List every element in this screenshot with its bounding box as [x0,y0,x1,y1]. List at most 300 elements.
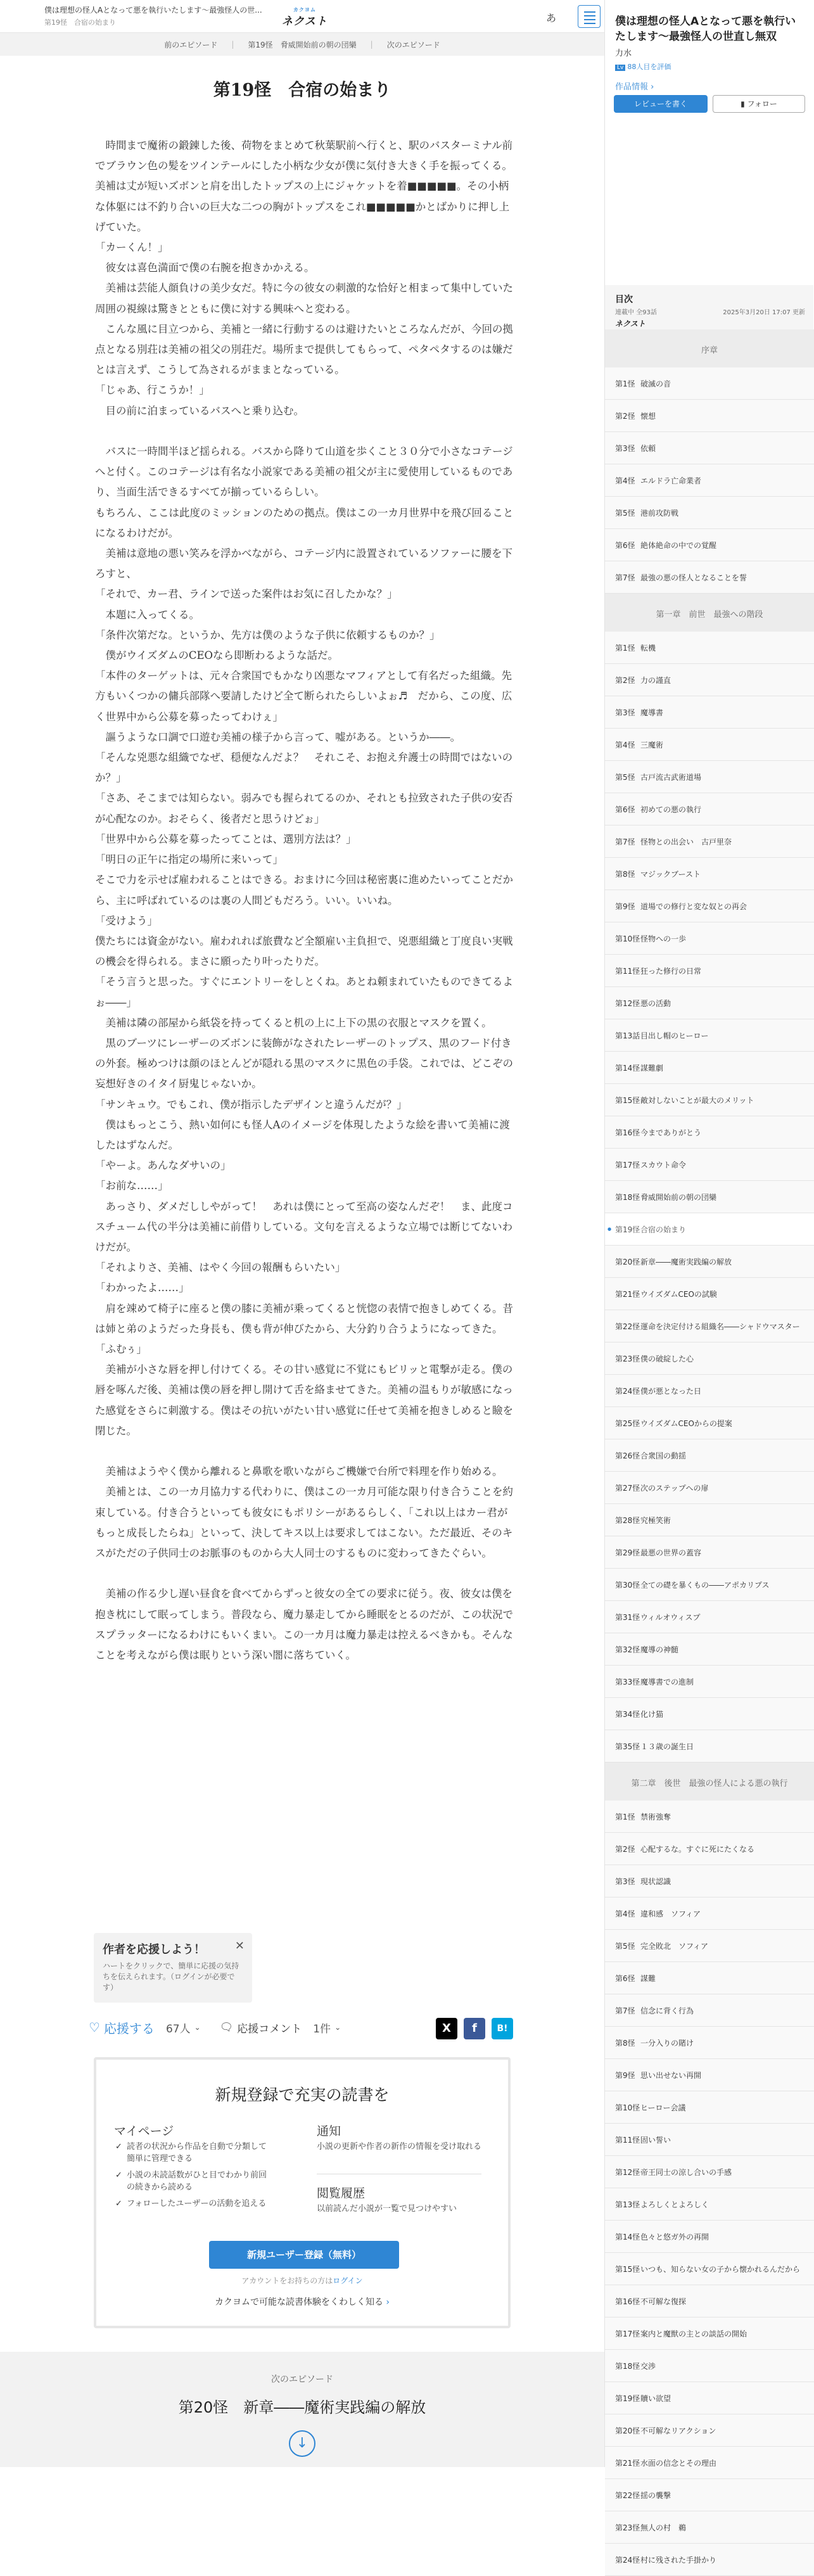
toc-item-title: 運命を決定付ける組織名――シャドウマスター [640,1322,800,1331]
toc-item-number: 第1怪 [615,1812,635,1821]
toc-item-number: 第21怪 [615,2458,640,2468]
toc-item[interactable] [605,1439,814,1472]
toc-item-number: 第15怪 [615,1095,640,1105]
body-paragraph: 「それで、カー君、ラインで送った案件はお気に召したかな？」 [95,588,398,601]
toc-item-number: 第4怪 [615,740,635,749]
body-paragraph: 「明日の正午に指定の場所に来いって」 [95,853,283,866]
toc-heading: 目次 [615,295,633,305]
body-paragraph: 「じゃあ、行こうか！」 [95,384,210,397]
learn-more-text: カクヨムで可能な読書体験をくわしく知る [214,2297,383,2307]
body-paragraph: 美補の作る少し遅い昼食を食べてからずっと彼女の全ての要求に従う。夜、彼女は僕を抱き枕にして眠ってしまう。普段なら、魔力暴走してから睡眠をとるのだが、この状況でスプラッターになるわけにもいくまい。この一カ月は魔力暴走は控えるべきかも。そんなことを考えながら僕は眠りという深い闇に落ちていく。 [95,1588,513,1661]
toc-item[interactable] [605,1569,814,1601]
toc-item-title: 目出し帽のヒーロー [640,1031,709,1040]
toc-item-number: 第4怪 [615,476,635,485]
toc-meta [615,307,805,316]
cheer-label: 応援する [103,2020,155,2036]
toc-item-number: 第21怪 [615,1289,640,1299]
toc-item-number: 第9怪 [615,2070,635,2080]
toc-item-number: 第33怪 [615,1677,640,1687]
toc-item-number: 第27怪 [615,1483,640,1493]
body-paragraph: 美補はようやく僕から離れると鼻歌を歌いながらご機嫌で台所で料理を作り始める。 [95,1465,503,1478]
toc-item[interactable] [605,955,814,987]
toc-item-number: 第32怪 [615,1645,640,1654]
toc-item-number: 第7怪 [615,2006,635,2015]
body-paragraph: 彼女は喜色満面で僕の右腕を抱きかかえる。 [95,262,315,274]
body-paragraph: 本題に入ってくる。 [95,608,200,621]
toc-item[interactable] [605,2188,814,2221]
toc-item-title: 無人の村 鵜 [640,2523,687,2532]
toc-item-number: 第30怪 [615,1580,640,1590]
toc-item[interactable] [605,826,814,858]
toc-item-title: 三魔術 [640,740,664,749]
action-bar [89,2015,513,2040]
next-episode-label: 次のエピソード [271,2375,333,2385]
toc-item-number: 第3怪 [615,443,635,453]
toc-item[interactable] [605,1213,814,1246]
toc-item-title: 懐想 [640,411,656,421]
toc-item-title: 古戸流古武術道場 [640,772,702,782]
body-paragraph [95,1441,514,1462]
toc-item-number: 第23怪 [615,1354,640,1363]
toc-item[interactable] [605,1116,814,1149]
toc-item-title: 最強の悪の怪人となることを誓 [640,573,747,582]
body-paragraph [95,421,514,442]
toc-item-number: 第8怪 [615,2038,635,2048]
next-episode-title[interactable]: 第20怪 新章――魔術実践編の解放 [178,2399,426,2416]
toc-item-number: 第22怪 [615,1322,640,1331]
toc-item[interactable] [605,729,814,761]
toc-item-number: 第7怪 [615,573,635,582]
toc-item-number: 第19怪 [615,2394,640,2403]
logo-text: ネクスト [282,15,328,28]
toc-item-number: 第6怪 [615,805,635,814]
toc-item[interactable] [605,1601,814,1633]
toc-item-title: 一分入りの賭け [640,2038,694,2048]
toc-item-title: 魔導の神髄 [640,1645,679,1654]
toc-item-title: 脅威開始前の朝の団欒 [640,1192,717,1202]
body-paragraph: 「受けよう」 [95,914,158,927]
body-paragraph: 「さあ、そこまでは知らない。弱みでも握られてるのか、それとも拉致された子供の安否が心配なのか。おそらく、後者だと思うけどぉ」 [95,792,513,825]
body-paragraph [95,1564,514,1584]
toc-item[interactable] [605,1504,814,1536]
next-episode-link[interactable]: 次のエピソード [386,40,440,49]
toc-item[interactable] [605,529,814,561]
toc-item-number: 第23怪 [615,2523,640,2532]
body-paragraph: 美補は芸能人顔負けの美少女だ。特に今の彼女の刺激的な恰好と相まって集中していた周囲の視線は驚きとともに僕に対する興味へと変わる。 [95,282,513,315]
body-paragraph: バスに一時間半ほど揺られる。バスから降りて山道を歩くこと３０分で小さなコテージへと付く。このコテージは有名な小説家である美補の祖父が主に愛使用しているものであり、当面生活できるすべてが揃っているらしい。 [95,445,513,499]
registration-title: 新規登録で充実の読書を [215,2086,390,2104]
mypage-item: ✓ 読者の状況から作品を自動で分類して簡単に管理できる [115,2141,274,2165]
arrow-down-icon[interactable]: ↓ [289,2430,315,2457]
toc-item[interactable] [605,2511,814,2544]
toc-item[interactable] [605,464,814,497]
toc-item-number: 第11怪 [615,2135,640,2145]
toc-item[interactable] [605,367,814,400]
toc-item-number: 第20怪 [615,1257,640,1266]
menu-icon [584,15,595,16]
bookmark-icon: ▮ [741,99,745,108]
toc-item-title: 力の謹直 [640,675,671,685]
level-badge: Lv [615,65,625,71]
toc-item[interactable] [605,1052,814,1084]
body-paragraph: 美補は隣の部屋から紙袋を持ってくると机の上に上下の黒の衣服とマスクを置く。 [95,1016,492,1029]
toc-item-title: エルドラ亡命業者 [640,476,702,485]
body-paragraph: 僕はもっとこう、熱い如何にも怪人Aのイメージを体現したような絵を書いて美補に渡したはずなんだ。 [95,1118,510,1151]
toc-item-number: 第5怪 [615,772,635,782]
work-info-link[interactable] [615,80,654,92]
toc-item-number: 第3怪 [615,1877,635,1886]
history-text: 以前読んだ小説が一覧で見つけやすい [317,2204,457,2214]
body-paragraph: 「やーよ。あんなダサいの」 [95,1159,231,1172]
toc-menu-button[interactable] [578,5,601,28]
sidebar-work-title[interactable]: 僕は理想の怪人Aとなって悪を執行いたします〜最強怪人の世直し無双 [615,15,796,43]
toc-item-title: 転機 [640,643,656,653]
sidebar [604,0,813,2565]
toc-item[interactable] [605,761,814,793]
toc-item-number: 第15怪 [615,2264,640,2274]
body-paragraph: 「お前な……」 [95,1180,169,1192]
episode-title: 第19怪 合宿の始まり [213,80,391,100]
toc-item-title: 案内と魔獣の主との談話の開始 [640,2329,747,2338]
toc-item[interactable] [605,1536,814,1569]
toc-item-title: 道場での修行と変な奴との再会 [640,902,747,911]
toc-updated: 2025年3月20日 17:07 更新 [723,309,805,316]
share-x-icon[interactable]: X [436,2018,457,2039]
toc-item[interactable] [605,2091,814,2124]
toc-item-title: 僕が悪となった日 [640,1386,702,1396]
toc-item-title: 色々と悠ガ外の再開 [640,2232,709,2241]
toc-item-number: 第12怪 [615,2167,640,2177]
heart-icon: ♡ [89,2020,100,2035]
toc-item[interactable] [605,2221,814,2253]
episode-body [95,136,514,1666]
comment-icon: 🗨 [219,2021,234,2034]
toc-item-title: 化け猫 [640,1709,664,1719]
toc-item[interactable] [605,1698,814,1730]
toc-item-number: 第24怪 [615,2555,640,2565]
site-header [0,0,604,33]
current-episode-label: 第19怪 脅威開始前の朝の団欒 [248,40,357,49]
notify-heading: 通知 [317,2124,341,2138]
cheer-button[interactable] [89,2018,155,2037]
comment-count[interactable]: 1件 [313,2022,331,2036]
toc-item-title: 魔導書 [640,708,664,717]
body-paragraph: 「そんな兇悪な組織でなぜ、穏便なんだよ？ それこそ、お抱え弁護士の時間ではないのか？」 [95,751,513,784]
toc-item-number: 第16怪 [615,2297,640,2306]
toc-item-title: 怪物との出会い 古戸里奈 [640,837,732,846]
toc-item-number: 第2怪 [615,675,635,685]
toc-item-number: 第28怪 [615,1515,640,1525]
toc-item-number: 第5怪 [615,508,635,518]
toc-item-title: 敵対しないことが最大のメリット [640,1095,754,1105]
toc-item-title: 完全敗北 ソフィア [640,1941,709,1951]
toc-item-title: 新章――魔術実践編の解放 [640,1257,732,1266]
toc-item[interactable] [605,1084,814,1116]
body-paragraph: 「わかったよ……」 [95,1282,189,1294]
toc-item-title: 違和感 ソフィア [640,1909,701,1918]
toc-item[interactable] [605,2414,814,2447]
toc-item-number: 第11怪 [615,966,640,976]
toc-item[interactable] [605,696,814,729]
toc-item[interactable] [605,1897,814,1930]
toc-item-title: 交渉 [640,2361,656,2371]
separator: | [231,40,234,49]
toc-item-number: 第18怪 [615,1192,640,1202]
toc-item-number: 第8怪 [615,869,635,879]
toc-item[interactable] [605,1472,814,1504]
toc-item[interactable] [605,1149,814,1181]
toc-item-title: 心配するな。すぐに死にたくなる [640,1844,755,1854]
toc-logo: ネクスト [615,319,645,328]
toc-item-number: 第3怪 [615,708,635,717]
body-paragraph: 「それよりさ、美補、はやく今回の報酬もらいたい」 [95,1261,346,1274]
toc-item[interactable] [605,2124,814,2156]
toc-item-number: 第12怪 [615,998,640,1008]
followers-suffix: 人目を評価 [636,63,671,71]
body-paragraph: 「カーくん！」 [95,241,169,254]
toc-item-number: 第9怪 [615,902,635,911]
login-link[interactable]: ログイン [333,2276,363,2285]
toc-item-title: 現状認識 [640,1877,671,1886]
toc-item[interactable] [605,432,814,464]
chevron-right-icon: › [651,82,654,92]
toc-item[interactable] [605,2253,814,2285]
menu-icon [584,19,595,20]
toc-item-title: 僕の破綻した心 [640,1354,694,1363]
toc-item-number: 第35怪 [615,1742,640,1751]
toc-item[interactable] [605,1310,814,1342]
toc-item-title: 禁術強奪 [640,1812,671,1821]
toc-item-title: 港前攻防戦 [640,508,679,518]
toc-item-number: 第4怪 [615,1909,635,1918]
toc-section-title: 序章 [605,329,814,367]
toc-item-number: 第14怪 [615,2232,640,2241]
login-prompt [96,2275,508,2286]
toc-item-title: スカウト命令 [640,1160,687,1170]
site-logo[interactable] [282,6,328,28]
toc-item-title: 破滅の音 [640,379,671,388]
toc-item-title: 固い誓い [640,2135,671,2145]
menu-icon [584,23,595,24]
toc-item-title: 怪物への一歩 [640,934,687,943]
toc-item[interactable] [605,1019,814,1052]
toc-item-title: 究極笑術 [640,1515,671,1525]
toc-item-title: 絶体絶命の中での覚醒 [640,540,717,550]
toc-item[interactable] [605,1962,814,1994]
prev-episode-link[interactable]: 前のエピソード [164,40,218,49]
toc-item[interactable] [605,2544,814,2576]
toc-item-number: ● 第19怪 [615,1225,640,1234]
toc-item-title: 全ての礎を暴くもの――アポカリプス [640,1580,770,1590]
work-title-link[interactable]: 僕は理想の怪人Aとなって悪を執行いたします〜最強怪人の世... [44,6,262,15]
support-popup-title: 作者を応援しよう！ [103,1943,205,1956]
body-paragraph: 謳うような口調で口遊む美補の様子から言って、嘘がある。というか――。 [95,730,461,743]
toc-item-number: 第18怪 [615,2361,640,2371]
toc-item[interactable] [605,1375,814,1407]
write-review-button[interactable]: レビューを書く [614,95,708,113]
toc-item-title: １３歳の誕生日 [640,1742,694,1751]
body-paragraph: もちろん、ここは此度のミッションのための拠点。僕はこの一カ月世界中を飛び回ることになるわけだが。 [95,506,514,539]
toc-item[interactable] [605,1994,814,2027]
toc-item-number: 第34怪 [615,1709,640,1719]
toc-item-title: 次のステップへの扉 [640,1483,709,1493]
learn-more-link[interactable] [96,2295,508,2308]
toc-section-title: 第二章 後世 最強の怪人による悪の執行 [605,1763,814,1801]
toc-item-title: 合衆国の動揺 [640,1451,687,1460]
toc-item[interactable] [605,1730,814,1763]
toc-item-number: 第29怪 [615,1548,640,1557]
toc-item-title: 謀難劇 [640,1063,664,1073]
body-paragraph: 時間まで魔術の鍛錬した後、荷物をまとめて秋葉駅前へ行くと、駅のバスターミナル前でブラウン色の髪をツインテールにした小柄な少女が僕に気付き大きく手を振ってくる。美補は丈が短いズボンと肩を出したトップスの上にジャケットを着■■■■■。その小柄な体躯には不釣り合いの巨大な二つの胸がトップスをこれ■■■■■かとばかりに押し上げていた。 [95,139,513,233]
sidebar-author[interactable]: 力水 [615,49,632,58]
toc-item[interactable] [605,1801,814,1833]
body-paragraph: 美補が小さな唇を押し付けてくる。その甘い感覚に不覚にもビリッと電撃が走る。僕の唇を啄んだ後、美補は僕の唇を押し開けて舌を絡ませてきた。美補の温もりが敏感になった感覚をさらに刺激する。僕はその抗いがたい甘い感覚に任せて美補を抱きしめると瞼を閉じた。 [95,1363,513,1437]
support-popup [94,1933,252,2003]
toc-item-title: 狂った修行の日常 [640,966,702,976]
toc-item[interactable] [605,987,814,1019]
toc-item-number: 第2怪 [615,1844,635,1854]
toc-item[interactable] [605,858,814,890]
toc-item-number: 第13怪 [615,2200,640,2209]
toc-item[interactable] [605,2447,814,2479]
registration-box [94,2057,511,2328]
followers-count: 88 [627,63,637,71]
toc-item-title: 不可解な復探 [640,2297,687,2306]
font-settings-button[interactable]: あ [546,12,557,24]
mypage-list [115,2141,274,2214]
toc-item[interactable] [605,1865,814,1897]
chevron-down-icon: ⌄ [334,2023,341,2032]
toc-item-title: 信念に背く行為 [640,2006,694,2015]
toc-item[interactable] [605,922,814,955]
toc-item[interactable] [605,890,814,922]
menu-icon [584,11,595,13]
toc-item-title: ウィルオウィスプ [640,1612,701,1622]
toc-item-title: 揺の襲撃 [640,2490,671,2500]
toc-item[interactable] [605,2350,814,2382]
body-paragraph: 「そう言うと思った。すぐにエントリーをしとくね。あとね頼まれていたものできてるよぉ――」 [95,976,513,1009]
toc-item[interactable] [605,793,814,826]
toc-item-title: 最悪の世界の蓋容 [640,1548,702,1557]
comment-button[interactable] [220,2020,302,2036]
toc-item[interactable] [605,1181,814,1213]
separator: | [370,40,373,49]
body-paragraph: 肩を竦めて椅子に座ると僕の膝に美補が乗ってくると恍惚の表情で抱きしめてくる。昔は姉と弟のようだった身長も、僕も背が伸びたから、大分釣り合うようになってきた。 [95,1302,513,1335]
toc-section-title: 第一章 前世 最強への階段 [605,594,814,632]
toc-item[interactable] [605,1833,814,1865]
body-paragraph: 「本件のターゲットは、元々合衆国でもかなり凶悪なマフィアとして有名だった組織。先方もいくつかの傭兵部隊へ要請したけど全て断られたらしいよぉ♬ だから、この度、広く世界中から公募を募ったってわけぇ」 [95,670,512,723]
toc-item-number: 第16怪 [615,1128,640,1137]
toc-item-title: 魔導書での進制 [640,1677,694,1687]
body-paragraph: こんな風に目立つから、美補と一緒に行動するのは避けたいところなんだが、今回の拠点となる別荘は美補の祖父の別荘だ。場所まで提供してもらって、ペタペタするのは嫌だとは言えず、こうして為されるがままとなっている。 [95,322,513,376]
mypage-heading: マイページ [114,2124,174,2138]
share-facebook-icon[interactable]: f [464,2018,485,2039]
follow-button[interactable] [713,95,805,113]
toc-item[interactable] [605,1666,814,1698]
toc-item-number: 第14怪 [615,1063,640,1073]
history-heading: 閲覧履歴 [317,2186,366,2200]
toc-item-number: 第1怪 [615,643,635,653]
toc-item[interactable] [605,1246,814,1278]
toc-item-number: 第24怪 [615,1386,640,1396]
toc-item[interactable] [605,400,814,432]
toc-item[interactable] [605,632,814,664]
login-prompt-text: アカウントをお持ちの方は [241,2276,333,2285]
toc-item-title: ウイズダムCEOからの提案 [640,1419,732,1428]
body-paragraph: 「条件次第だな。というか、先方は僕のような子供に依頼するものか？」 [95,628,440,641]
toc-item-title: 今までありがとう [640,1128,702,1137]
toc-item-title: よろしくとよろしく [640,2200,709,2209]
body-paragraph: 「サンキュウ。でもこれ、僕が指示したデザインと違うんだが？」 [95,1098,407,1111]
logo-prefix: カクヨム [293,7,316,13]
toc-item-title: いつも、知らない女の子から懐かれるんだから [640,2264,801,2274]
toc-item[interactable] [605,497,814,529]
body-paragraph: 「ふむぅ」 [95,1342,147,1355]
toc-item-title: 村に残された手掛かり [640,2555,717,2565]
share-hatena-icon[interactable]: B! [492,2018,513,2039]
toc-item[interactable] [605,2059,814,2091]
toc-item[interactable] [605,561,814,594]
toc-item[interactable] [605,1407,814,1439]
toc-item[interactable] [605,1342,814,1375]
toc-item[interactable] [605,1278,814,1310]
mypage-item: ✓ フォローしたユーザーの活動を追える [115,2198,274,2210]
close-icon[interactable]: ✕ [234,1939,245,1953]
toc-item[interactable] [605,1633,814,1666]
sidebar-work-info [605,0,814,285]
body-paragraph: そこで力を示せば雇われることはできる。おまけに今回は秘密裏に進めたいってことだから、主に呼ばれているのは裏の人間どもだろう。いい。いいね。 [95,874,513,907]
body-paragraph: あっさり、ダメだししやがって！ あれは僕にとって至高の姿なんだぞ！ ま、此度コスチューム代の半分は美補に前借りしている。文句を言えるような立場では断じてないわけだが。 [95,1200,513,1253]
cheer-count[interactable]: 67人 [165,2022,191,2036]
next-episode-section[interactable] [0,2352,604,2467]
toc-item-title: 悪の活動 [640,998,671,1008]
toc-item[interactable] [605,664,814,696]
share-buttons [436,2018,513,2039]
toc-item[interactable] [605,2285,814,2318]
toc-item-number: 第17怪 [615,2329,640,2338]
notify-text: 小説の更新や作者の新作の情報を受け取れる [317,2142,482,2152]
toc-item-title: ヒーロー会議 [640,2103,686,2112]
chevron-right-icon: › [386,2297,390,2307]
toc-item-number: 第20怪 [615,2426,640,2435]
toc-item-title: 水面の信念とその理由 [640,2458,717,2468]
body-paragraph: 「世界中から公募を募ったってことは、選別方法は？」 [95,832,357,845]
toc-item[interactable] [605,2318,814,2350]
toc-item[interactable] [605,1930,814,1962]
body-paragraph: 目の前に泊まっているバスへと乗り込む。 [95,404,304,417]
toc-item-number: 第13話 [615,1031,640,1040]
body-paragraph: 黒のブーツにレーザーのズボンに装飾がなされたレーザーのトップス、黒のフード付きの外套。極めつけは顔のほとんどが隠れる黒のマスクに黒色の手袋。これでは、どこぞの妄想好きのイタイ厨鬼じゃないか。 [95,1036,513,1090]
toc-item-title: 不可解なリアクション [640,2426,716,2435]
toc-item[interactable] [605,2382,814,2414]
body-paragraph: 美補とは、この一カ月協力する代わりに、僕はこの一カ月可能な限り付き合うことを約束している。付き合うといっても彼女にもポリシーがあるらしく、「これ以上はカー君がもっと成長したらね」といって、決してキス以上は要求してはこない。ただ最近、そのキスがただの子供同士のお脈事のものから大人同士のするものに変わってきたぐらい。 [95,1486,513,1559]
support-popup-description: ハートをクリックで、簡単に応援の気持ちを伝えられます。（ログインが必要です） [103,1961,239,1992]
comment-label: 応援コメント [237,2022,302,2036]
work-info-text: 作品情報 [615,82,649,92]
toc-item-number: 第6怪 [615,1973,635,1983]
toc-item[interactable] [605,2156,814,2188]
register-button[interactable]: 新規ユーザー登録（無料） [209,2241,399,2269]
toc-item-title: 思い出せない再開 [640,2070,702,2080]
toc-item-title: 合宿の始まり [640,1225,687,1234]
toc-item[interactable] [605,2027,814,2059]
toc-item-number: 第17怪 [615,1160,640,1170]
follow-label: フォロー [747,99,777,108]
toc-item[interactable] [605,2479,814,2511]
toc-item-number: 第6怪 [615,540,635,550]
toc-item-title: マジックブースト [640,869,701,879]
toc-item-title: 謀難 [640,1973,656,1983]
